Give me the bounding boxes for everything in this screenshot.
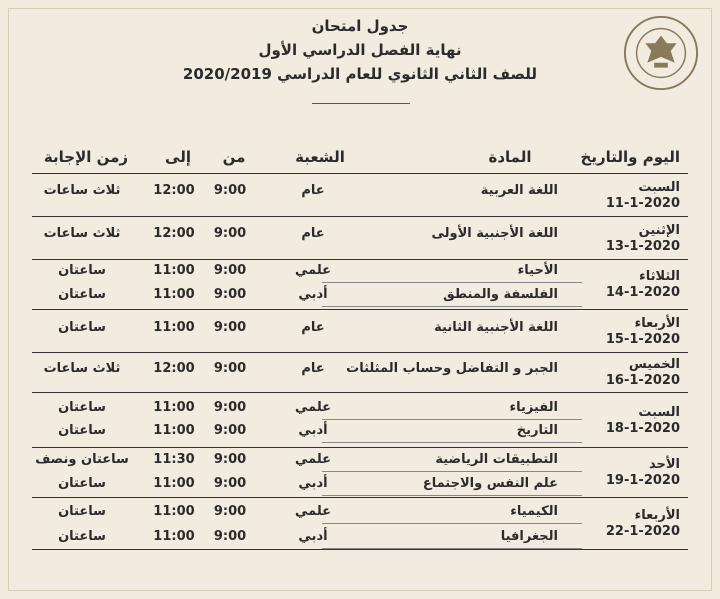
ministry-seal-logo <box>622 14 700 92</box>
day-group <box>32 393 688 448</box>
day-group <box>32 174 688 217</box>
to-time-cell: 11:00 <box>153 476 195 491</box>
table-row <box>32 181 688 203</box>
table-row <box>32 421 688 443</box>
day-group <box>32 217 688 260</box>
subject-cell: اللغة العربية <box>480 183 558 198</box>
table-row <box>32 285 688 307</box>
section-cell: علمي <box>294 263 332 278</box>
section-cell: أدبي <box>298 529 328 544</box>
table-row <box>32 261 688 283</box>
day-group <box>32 260 688 310</box>
from-time-cell: 9:00 <box>213 287 247 302</box>
header-section: الشعبة <box>295 148 345 166</box>
to-time-cell: 11:00 <box>153 320 195 335</box>
section-cell: علمي <box>294 452 332 467</box>
row-underline <box>322 306 582 307</box>
from-time-cell: 9:00 <box>213 476 247 491</box>
section-cell: عام <box>301 320 325 335</box>
row-underline <box>322 419 582 420</box>
from-time-cell: 9:00 <box>213 361 247 376</box>
day-group <box>32 310 688 353</box>
row-underline <box>322 471 582 472</box>
section-cell: عام <box>301 183 325 198</box>
duration-cell: ساعتان <box>58 504 106 519</box>
duration-cell: ثلاث ساعات <box>43 361 121 376</box>
to-time-cell: 12:00 <box>153 361 195 376</box>
duration-cell: ساعتان ونصف <box>35 452 129 467</box>
exam-date: 15-1-2020 <box>605 332 680 347</box>
from-time-cell: 9:00 <box>213 400 247 415</box>
title-line-1: جدول امتحان <box>311 17 409 35</box>
row-underline <box>322 282 582 283</box>
section-cell: أدبي <box>298 476 328 491</box>
from-time-cell: 9:00 <box>213 320 247 335</box>
exam-date: 13-1-2020 <box>605 239 680 254</box>
from-time-cell: 9:00 <box>213 452 247 467</box>
subject-cell: الجغرافيا <box>500 529 558 544</box>
duration-cell: ثلاث ساعات <box>43 226 121 241</box>
title-line-2: نهاية الفصل الدراسي الأول <box>258 41 462 59</box>
header-from: من <box>222 148 246 166</box>
from-time-cell: 9:00 <box>213 226 247 241</box>
from-time-cell: 9:00 <box>213 423 247 438</box>
table-row <box>32 474 688 496</box>
subject-cell: اللغة الأجنبية الأولى <box>431 226 558 241</box>
day-group <box>32 448 688 498</box>
exam-date: 16-1-2020 <box>605 373 680 388</box>
table-row <box>32 318 688 340</box>
to-time-cell: 12:00 <box>153 226 195 241</box>
header-to: إلى <box>165 148 191 166</box>
to-time-cell: 12:00 <box>153 183 195 198</box>
row-underline <box>322 495 582 496</box>
table-row <box>32 359 688 381</box>
from-time-cell: 9:00 <box>213 183 247 198</box>
duration-cell: ساعتان <box>58 423 106 438</box>
day-name: السبت <box>638 180 680 195</box>
duration-cell: ساعتان <box>58 529 106 544</box>
section-cell: عام <box>301 226 325 241</box>
subject-cell: الكيمياء <box>510 504 558 519</box>
title-underline <box>312 103 410 104</box>
day-name: الخميس <box>628 357 680 372</box>
day-name: الأربعاء <box>634 508 680 523</box>
section-cell: علمي <box>294 400 332 415</box>
subject-cell: الفيزياء <box>509 400 558 415</box>
header-day-date: اليوم والتاريخ <box>580 148 680 166</box>
subject-cell: علم النفس والاجتماع <box>422 476 558 491</box>
subject-cell: التاريخ <box>516 423 558 438</box>
duration-cell: ساعتان <box>58 476 106 491</box>
exam-date: 14-1-2020 <box>605 285 680 300</box>
title-line-3: للصف الثاني الثانوي للعام الدراسي 2020/2019 <box>182 65 538 83</box>
to-time-cell: 11:30 <box>153 452 195 467</box>
subject-cell: اللغة الأجنبية الثانية <box>434 320 558 335</box>
day-name: الأحد <box>648 457 680 472</box>
table-row <box>32 527 688 549</box>
exam-date: 19-1-2020 <box>605 473 680 488</box>
duration-cell: ثلاث ساعات <box>43 183 121 198</box>
table-row <box>32 502 688 524</box>
to-time-cell: 11:00 <box>153 400 195 415</box>
section-cell: أدبي <box>298 287 328 302</box>
exam-date: 11-1-2020 <box>605 196 680 211</box>
duration-cell: ساعتان <box>58 320 106 335</box>
table-row <box>32 450 688 472</box>
day-name: السبت <box>638 405 680 420</box>
to-time-cell: 11:00 <box>153 287 195 302</box>
day-name: الإثنين <box>638 223 680 238</box>
from-time-cell: 9:00 <box>213 263 247 278</box>
day-name: الثلاثاء <box>639 269 680 284</box>
title-block <box>170 14 550 86</box>
duration-cell: ساعتان <box>58 263 106 278</box>
duration-cell: ساعتان <box>58 287 106 302</box>
day-group <box>32 498 688 550</box>
subject-cell: الجبر و التفاضل وحساب المثلثات <box>346 361 558 376</box>
header-duration: زمن الإجابة <box>43 148 129 166</box>
to-time-cell: 11:00 <box>153 423 195 438</box>
row-underline <box>322 523 582 524</box>
from-time-cell: 9:00 <box>213 529 247 544</box>
to-time-cell: 11:00 <box>153 529 195 544</box>
from-time-cell: 9:00 <box>213 504 247 519</box>
day-name: الأربعاء <box>634 316 680 331</box>
day-group <box>32 353 688 393</box>
section-cell: علمي <box>294 504 332 519</box>
subject-cell: الأحياء <box>517 263 558 278</box>
subject-cell: الفلسفة والمنطق <box>443 287 558 302</box>
section-cell: عام <box>301 361 325 376</box>
section-cell: أدبي <box>298 423 328 438</box>
subject-cell: التطبيقات الرياضية <box>435 452 558 467</box>
to-time-cell: 11:00 <box>153 504 195 519</box>
header-subject: المادة <box>488 148 532 166</box>
row-underline <box>322 442 582 443</box>
table-row <box>32 224 688 246</box>
exam-date: 18-1-2020 <box>605 421 680 436</box>
exam-date: 22-1-2020 <box>605 524 680 539</box>
to-time-cell: 11:00 <box>153 263 195 278</box>
group-divider <box>32 549 688 550</box>
table-row <box>32 398 688 420</box>
duration-cell: ساعتان <box>58 400 106 415</box>
